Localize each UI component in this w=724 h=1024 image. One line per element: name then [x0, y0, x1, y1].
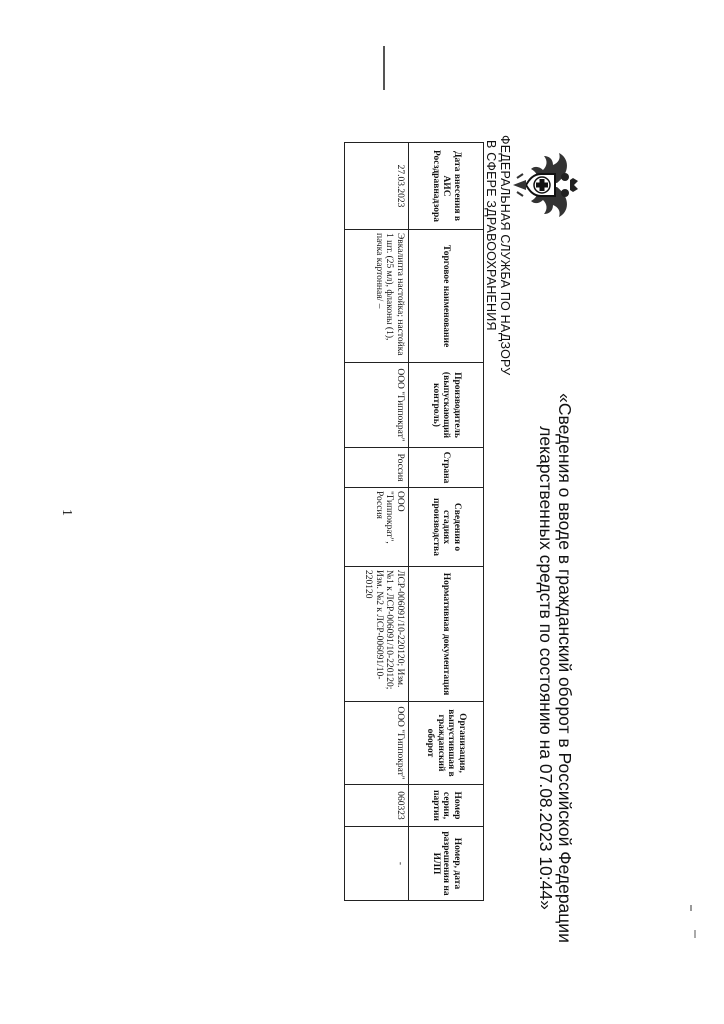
agency-name	[484, 135, 512, 535]
table-row	[345, 143, 409, 901]
column-header-organization: Организация, выпустившая в гражданский оборот	[409, 702, 484, 785]
page-number: 1	[59, 509, 74, 516]
column-header-date: Дата внесения в АИС Росздравнадзора	[409, 143, 484, 230]
roszdravnadzor-emblem-icon	[507, 150, 579, 220]
column-header-norm-docs: Нормативная документация	[409, 567, 484, 702]
cell-norm-docs: ЛСР-006091/10-220120; Изм. №1 к ЛСР-006091/10-220120; Изм. №2 к ЛСР-006091/10-220120	[345, 567, 409, 702]
cell-organization: ООО "Гиппократ"	[345, 702, 409, 785]
document-title-line2: лекарственных средств по состоянию на 07.08.2023 10:44»	[536, 426, 556, 910]
cell-permit: -	[345, 827, 409, 901]
column-header-stages: Сведения о стадиях производства	[409, 488, 484, 567]
agency-name-line2: В СФЕРЕ ЗДРАВООХРАНЕНИЯ	[484, 140, 498, 331]
agency-name-line1: ФЕДЕРАЛЬНАЯ СЛУЖБА ПО НАДЗОРУ	[498, 135, 512, 376]
cell-country: Россия	[345, 448, 409, 488]
column-header-trade-name: Торговое наименование	[409, 230, 484, 363]
column-header-manufacturer: Производитель (выпускающий контроль)	[409, 363, 484, 448]
cell-manufacturer: ООО "Гиппократ"	[345, 363, 409, 448]
medicines-table	[344, 142, 484, 901]
column-header-country: Страна	[409, 448, 484, 488]
document-title-line1: «Сведения о вводе в гражданский оборот в Российской Федерации	[555, 393, 575, 943]
cell-date: 27.03.2023	[345, 143, 409, 230]
cell-batch: 060323	[345, 785, 409, 827]
column-header-permit: Номер, дата разрешения на ИЛП	[409, 827, 484, 901]
document-title	[536, 328, 574, 1008]
column-header-batch: Номер серии, партии	[409, 785, 484, 827]
cell-trade-name: Эвкалипта настойка; настойка 1 шт. (25 мл), флаконы (1), пачка картонная/ –	[345, 230, 409, 363]
table-header-row	[409, 143, 484, 901]
cell-stages: ООО "Гиппократ", Россия	[345, 488, 409, 567]
